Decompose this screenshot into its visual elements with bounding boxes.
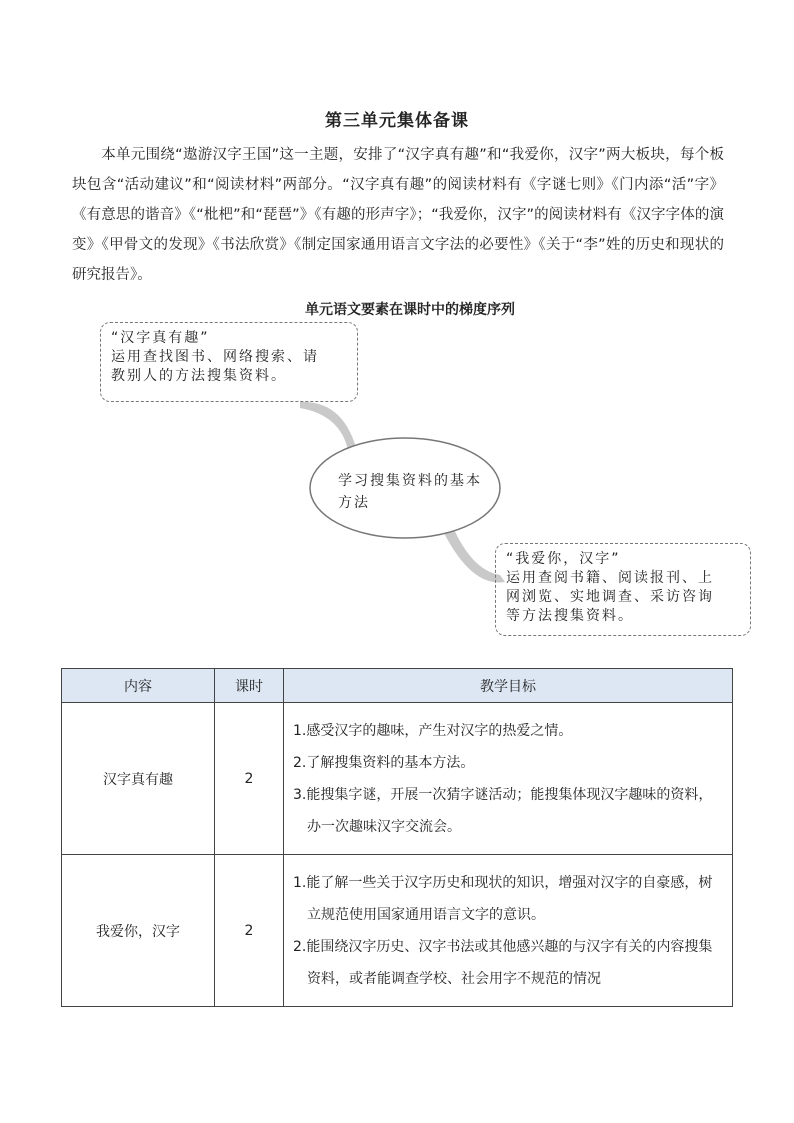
header-goals: 教学目标 <box>284 669 733 703</box>
table-header-row <box>62 669 733 703</box>
goal-item: 3.能搜集字谜，开展一次猜字谜活动；能搜集体现汉字趣味的资料，办一次趣味汉字交流会。 <box>293 787 713 835</box>
row-hours: 2 <box>215 855 284 1007</box>
table-row <box>62 855 733 1007</box>
row-content: 我爱你，汉字 <box>62 855 215 1007</box>
bottom-right-line2: 网浏览、实地调查、采访咨询 <box>506 589 714 605</box>
diagram-subtitle: 单元语文要素在课时中的梯度序列 <box>305 302 515 318</box>
header-hours: 课时 <box>215 669 284 703</box>
top-left-line2: 教别人的方法搜集资料。 <box>111 368 287 384</box>
header-content: 内容 <box>62 669 215 703</box>
bottom-right-heading: “我爱你，汉字” <box>506 551 621 567</box>
page-title: 第三单元集体备课 <box>325 111 469 131</box>
center-node-text: 学习搜集资料的基本方法 <box>338 473 482 511</box>
top-left-line1: 运用查找图书、网络搜索、请 <box>111 349 319 365</box>
goal-item: 2.了解搜集资料的基本方法。 <box>293 755 475 771</box>
goal-item: 1.能了解一些关于汉字历史和现状的知识，增强对汉字的自豪感，树立规范使用国家通用语言文字的意识。 <box>293 875 713 923</box>
top-left-heading: “汉字真有趣” <box>111 330 210 346</box>
bottom-right-line1: 运用查阅书籍、阅读报刊、上 <box>506 570 714 586</box>
row-goals <box>284 703 733 855</box>
row-content: 汉字真有趣 <box>62 703 215 855</box>
bottom-right-line3: 等方法搜集资料。 <box>506 608 634 624</box>
teaching-goals-table <box>61 668 733 1007</box>
intro-paragraph: 本单元围绕“遨游汉字王国”这一主题，安排了“汉字真有趣”和“我爱你，汉字”两大板块，每个板块包含“活动建议”和“阅读材料”两部分。“汉字真有趣”的阅读材料有《字谜七则》《门内添“活”字》《有意思的谐音》《“枇杷”和“琵琶”》《有趣的形声字》；“我爱你，汉字”的阅读材料有《汉字字体的演变》《甲骨文的发现》《书法欣赏》《制定国家通用语言文字法的必要性》《关于“李”姓的历史和现状的研究报告》。 <box>72 147 724 283</box>
goal-item: 1.感受汉字的趣味，产生对汉字的热爱之情。 <box>293 723 573 739</box>
table-row <box>62 703 733 855</box>
goal-item: 2.能围绕汉字历史、汉字书法或其他感兴趣的与汉字有关的内容搜集资料，或者能调查学校、社会用字不规范的情况 <box>293 939 713 987</box>
row-goals <box>284 855 733 1007</box>
row-hours: 2 <box>215 703 284 855</box>
top-left-box <box>100 322 358 402</box>
bottom-right-box <box>495 543 751 636</box>
